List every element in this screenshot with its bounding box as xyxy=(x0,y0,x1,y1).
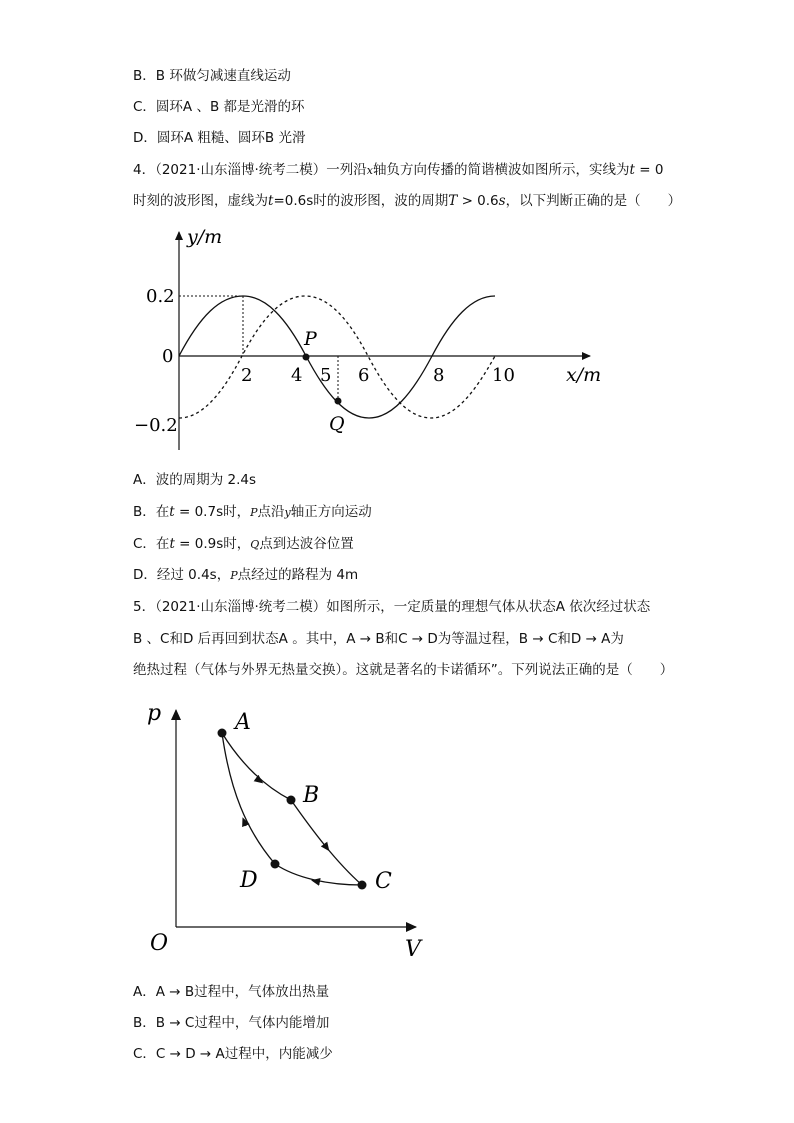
q4-text: 4．（2021·山东淄博·统考二模）一列沿 xyxy=(133,162,367,178)
q5-p-axis-label: p xyxy=(147,701,162,726)
option-3d: D．圆环A 粗糙、圆环B 光滑 xyxy=(133,130,306,146)
q4-x-tick-5: 5 xyxy=(320,365,332,386)
q4-option-c-text: 点到达波谷位置 xyxy=(259,536,354,552)
q5-state-b-marker xyxy=(287,796,296,805)
q4-var-t: t xyxy=(169,504,175,520)
q5-curve-ab xyxy=(222,733,291,800)
q4-var-T: T xyxy=(448,193,458,209)
q5-arrow-da xyxy=(244,821,246,826)
q4-x-axis-label: x/m xyxy=(566,364,602,386)
q5-option-b: B．B → C过程中，气体内能增加 xyxy=(133,1015,330,1031)
q4-var-y: y xyxy=(284,506,291,519)
q4-wave-solid xyxy=(179,296,495,418)
q4-option-d-text: D．经过 0.4s， xyxy=(133,567,231,583)
q5-state-a-label: A xyxy=(235,710,251,735)
q4-var-p: P xyxy=(250,506,258,519)
q5-curve-bc xyxy=(291,800,362,885)
q4-unit-s: s xyxy=(498,193,506,209)
q4-var-p: P xyxy=(230,569,238,582)
q4-option-c xyxy=(133,534,354,555)
q5-state-a-marker xyxy=(218,729,227,738)
q4-option-d xyxy=(133,565,358,586)
q4-option-c-text: = 0.9s时， xyxy=(174,536,251,552)
q4-x-tick-4: 4 xyxy=(291,365,303,386)
q5-option-c: C．C → D → A过程中，内能减少 xyxy=(133,1046,333,1062)
q5-stem-line3: 绝热过程（气体与外界无热量交换）。这就是著名的卡诺循环”。下列说法正确的是（ ） xyxy=(133,662,674,678)
q4-text: ，以下判断正确的是（ ） xyxy=(505,193,682,209)
q4-option-c-text: C．在 xyxy=(133,536,170,552)
q4-option-b xyxy=(133,502,372,523)
q4-option-b-text: B．在 xyxy=(133,504,170,520)
q4-stem-line1 xyxy=(133,160,663,181)
q4-var-x: x xyxy=(366,164,373,177)
option-3c: C．圆环A 、B 都是光滑的环 xyxy=(133,99,305,115)
q4-x-tick-2: 2 xyxy=(241,365,253,386)
q5-state-c-marker xyxy=(358,881,367,890)
q4-option-b-text: 点沿 xyxy=(257,504,285,520)
q4-option-a: A．波的周期为 2.4s xyxy=(133,472,257,488)
q5-v-axis-label: V xyxy=(405,937,421,962)
q4-y-tick-0.2: 0.2 xyxy=(146,286,175,307)
q4-var-t: t xyxy=(268,193,274,209)
q4-option-b-text: = 0.7s时， xyxy=(174,504,251,520)
q4-var-q: Q xyxy=(250,538,260,551)
q5-arrow-ab xyxy=(256,778,260,781)
q4-text: =0.6s时的波形图，波的周期 xyxy=(273,193,449,209)
q4-y-axis-label: y/m xyxy=(187,226,223,248)
q4-text: 时刻的波形图，虚线为 xyxy=(133,193,268,209)
q4-y-tick-0: 0 xyxy=(162,346,174,367)
q5-state-c-label: C xyxy=(375,869,392,894)
q4-text: 轴负方向传播的简谐横波如图所示，实线为 xyxy=(373,162,630,178)
q5-stem-line2: B 、C和D 后再回到状态A 。其中，A → B和C → D为等温过程，B → C和D → A为 xyxy=(133,631,624,647)
q4-var-t: t xyxy=(169,536,175,552)
q4-wave-dashed xyxy=(179,296,495,418)
q5-arrow-bc xyxy=(324,844,327,848)
q4-point-q-label: Q xyxy=(329,413,345,435)
option-3b: B．B 环做匀减速直线运动 xyxy=(133,68,291,84)
q4-text: = 0 xyxy=(634,162,664,178)
q4-option-b-text: 轴正方向运动 xyxy=(290,504,372,520)
q4-text: > 0.6 xyxy=(457,193,499,209)
q5-curve-da xyxy=(222,733,275,864)
q4-stem-line2 xyxy=(133,191,681,211)
q5-state-d-marker xyxy=(271,860,280,869)
q4-option-d-text: 点经过的路程为 4m xyxy=(237,567,359,583)
q5-origin-label: O xyxy=(150,931,169,956)
q4-point-p-label: P xyxy=(304,328,317,350)
q4-point-q-marker xyxy=(335,398,342,405)
q4-guide-peak xyxy=(179,296,243,356)
q5-state-d-label: D xyxy=(240,868,258,893)
q5-option-a: A．A → B过程中，气体放出热量 xyxy=(133,984,330,1000)
q4-point-p-marker xyxy=(303,354,310,361)
q5-state-b-label: B xyxy=(303,783,320,808)
q5-stem-line1: 5．（2021·山东淄博·统考二模）如图所示，一定质量的理想气体从状态A 依次经过状态 xyxy=(133,599,651,615)
q5-curve-cd xyxy=(275,864,362,885)
q4-x-tick-8: 8 xyxy=(433,365,445,386)
q4-var-t: t xyxy=(629,162,635,178)
q4-x-tick-6: 6 xyxy=(358,365,370,386)
q5-arrow-cd xyxy=(315,881,320,882)
q4-y-tick-neg0.2: −0.2 xyxy=(134,415,178,436)
q4-x-tick-10: 10 xyxy=(492,365,515,386)
